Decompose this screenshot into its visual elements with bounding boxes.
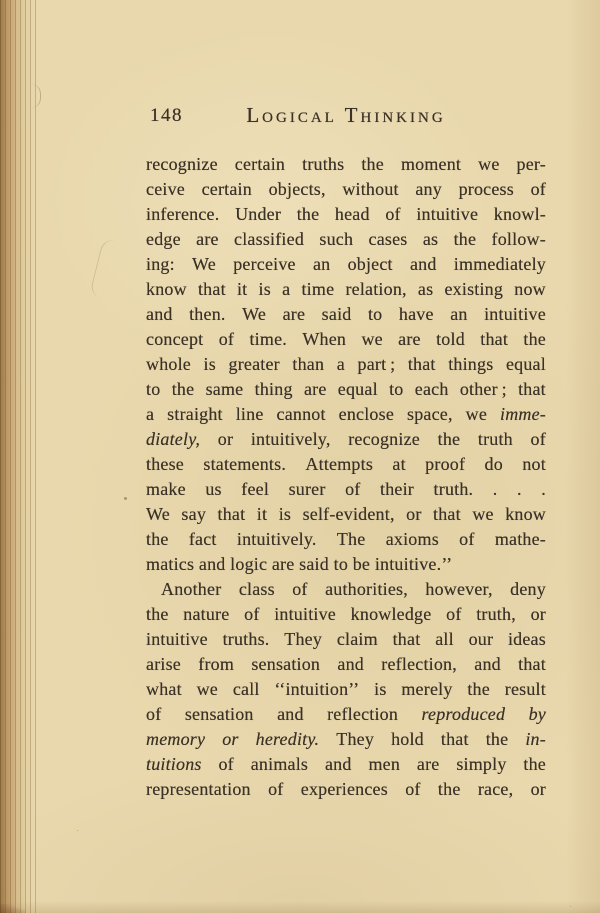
text-run: of — [218, 329, 235, 349]
text-run: animals — [250, 754, 309, 774]
text-run: an — [450, 304, 468, 324]
text-run: the — [523, 329, 546, 349]
text-run: intuitively, — [250, 429, 331, 449]
text-run: We — [242, 304, 267, 324]
text-run: are — [398, 329, 421, 349]
text-run: time — [301, 279, 335, 299]
text-run: that — [518, 654, 546, 674]
text-run: intuitive — [484, 304, 546, 324]
text-run: representation — [146, 779, 251, 799]
text-run: They — [336, 729, 375, 749]
text-line — [146, 652, 546, 677]
text-run: mathe- — [494, 529, 546, 549]
text-run: call — [232, 679, 260, 699]
text-line — [146, 602, 546, 627]
text-run: ‘‘intuition’’ — [274, 679, 360, 699]
text-run: truths — [302, 154, 345, 174]
text-run: recognize — [348, 429, 420, 449]
text-run: perceive — [233, 254, 296, 274]
text-run: the — [437, 429, 461, 449]
text-run: or — [530, 604, 546, 624]
text-run: and — [337, 654, 365, 674]
text-run: sensation — [184, 704, 254, 724]
text-run: that — [480, 329, 509, 349]
text-run: of — [459, 529, 475, 549]
text-run: now — [514, 279, 546, 299]
italic-text: in- — [525, 729, 546, 749]
text-run: these — [146, 454, 184, 474]
page-number: 148 — [150, 105, 183, 126]
italic-text: imme- — [500, 404, 546, 424]
text-run: and — [277, 704, 304, 724]
text-run: straight — [167, 404, 223, 424]
text-line — [146, 427, 546, 452]
text-run: authorities, — [325, 579, 408, 599]
text-run: experiences — [300, 779, 388, 799]
italic-text: or — [222, 729, 239, 749]
text-run: at — [392, 454, 406, 474]
text-run: truth. — [433, 479, 474, 499]
text-run: time. — [249, 329, 287, 349]
text-run: matics and logic are said to be intuitive.’’ — [146, 554, 453, 574]
text-line — [146, 527, 546, 552]
text-run: the — [171, 379, 195, 399]
text-run: We — [146, 504, 170, 524]
text-line — [146, 477, 546, 502]
page-header — [146, 103, 546, 131]
text-run: as — [417, 279, 434, 299]
text-run: is — [374, 679, 387, 699]
text-run: of — [385, 204, 401, 224]
text-run: what — [146, 679, 182, 699]
text-run: than — [292, 354, 325, 374]
text-run: that — [392, 629, 421, 649]
text-run: things — [448, 354, 494, 374]
text-run: Under — [235, 204, 282, 224]
text-run: result — [504, 679, 546, 699]
text-run: the — [437, 779, 461, 799]
text-run: intuitively. — [236, 529, 317, 549]
text-run: is — [203, 354, 216, 374]
text-run: from — [198, 654, 235, 674]
text-run: the — [146, 604, 169, 624]
text-run: that — [440, 729, 469, 749]
text-run: . — [541, 479, 546, 499]
text-run: ceive — [146, 179, 185, 199]
text-run: any — [415, 179, 442, 199]
text-run: the — [523, 754, 546, 774]
page-edge-shadow-right — [566, 0, 600, 913]
text-run: the — [485, 729, 509, 749]
text-run: that — [518, 379, 546, 399]
text-line — [146, 627, 546, 652]
text-run: is — [278, 504, 292, 524]
text-run: we — [472, 504, 494, 524]
text-run: Attempts — [305, 454, 374, 474]
text-run: sensation — [251, 654, 321, 674]
text-run: of — [530, 429, 546, 449]
text-line — [146, 302, 546, 327]
text-run: space, — [407, 404, 453, 424]
text-run: a — [146, 404, 155, 424]
text-run: follow- — [491, 229, 546, 249]
text-run: certain — [234, 154, 286, 174]
text-run: of — [405, 779, 421, 799]
text-run: know — [146, 279, 187, 299]
text-run: and — [474, 654, 501, 674]
text-run: us — [205, 479, 222, 499]
text-run: concept — [146, 329, 204, 349]
paper-crease — [89, 237, 116, 298]
text-run: an — [312, 254, 331, 274]
text-run: not — [522, 454, 546, 474]
text-run: axioms — [385, 529, 439, 549]
text-line — [146, 577, 546, 602]
text-line — [146, 252, 546, 277]
text-run: have — [398, 304, 434, 324]
text-run: without — [342, 179, 399, 199]
text-run: When — [302, 329, 347, 349]
text-run: part ; — [357, 354, 396, 374]
text-line — [146, 702, 546, 727]
text-run: other ; — [459, 379, 507, 399]
text-run: we — [465, 404, 488, 424]
text-run: nature — [183, 604, 230, 624]
text-run: that — [407, 354, 436, 374]
text-run: fact — [188, 529, 217, 549]
text-run: each — [414, 379, 449, 399]
paper-specks — [124, 497, 127, 500]
text-run: intuitive — [416, 204, 479, 224]
text-run: simply — [456, 754, 507, 774]
text-run: the — [467, 679, 490, 699]
text-run: same — [205, 379, 244, 399]
text-run: the — [146, 529, 169, 549]
text-line — [146, 552, 546, 577]
text-run: head — [334, 204, 370, 224]
text-run: deny — [510, 579, 546, 599]
text-run: of — [146, 704, 162, 724]
text-run: thing — [254, 379, 293, 399]
text-run: ing: — [146, 254, 175, 274]
text-run: men — [368, 754, 401, 774]
text-run: know — [505, 504, 546, 524]
text-line — [146, 752, 546, 777]
text-run: edge — [146, 229, 181, 249]
text-run: intuitive — [146, 629, 208, 649]
text-run: enclose — [338, 404, 395, 424]
text-run: a — [282, 279, 291, 299]
text-run: equal — [337, 379, 378, 399]
text-run: per- — [516, 154, 546, 174]
italic-text: memory — [146, 729, 206, 749]
text-run: reflection — [327, 704, 399, 724]
text-run: . — [517, 479, 522, 499]
book-binding-edge — [0, 0, 36, 913]
text-line — [146, 502, 546, 527]
text-run: to — [367, 304, 383, 324]
text-run: and — [409, 254, 437, 274]
text-run: as — [422, 229, 439, 249]
text-run: whole — [146, 354, 191, 374]
text-run: the — [361, 154, 384, 174]
text-run: immediately — [453, 254, 546, 274]
text-run: do — [484, 454, 503, 474]
text-run: are — [196, 229, 219, 249]
text-run: certain — [201, 179, 252, 199]
text-line — [146, 327, 546, 352]
text-run: to — [389, 379, 404, 399]
text-run: line — [235, 404, 264, 424]
text-line — [146, 377, 546, 402]
text-run: feel — [241, 479, 270, 499]
text-run: then. — [189, 304, 226, 324]
text-run: proof — [425, 454, 466, 474]
text-line — [146, 177, 546, 202]
text-run: make — [146, 479, 186, 499]
text-run: race, — [477, 779, 514, 799]
text-run: Another — [161, 579, 222, 599]
text-run: that — [433, 504, 461, 524]
text-run: class — [238, 579, 275, 599]
text-run: claim — [336, 629, 378, 649]
text-run: cases — [368, 229, 408, 249]
text-run: classified — [234, 229, 305, 249]
page-corner-mark — [0, 904, 26, 913]
text-line — [146, 452, 546, 477]
text-run: however, — [425, 579, 493, 599]
text-line — [146, 352, 546, 377]
text-run: knowledge — [350, 604, 432, 624]
text-run: all — [435, 629, 454, 649]
text-run: cannot — [276, 404, 326, 424]
text-run: of — [446, 604, 462, 624]
italic-text: reproduced — [421, 704, 506, 724]
running-title: Logical Thinking — [246, 103, 446, 127]
text-run: it — [256, 504, 268, 524]
text-run: process — [458, 179, 514, 199]
text-run: that — [217, 504, 246, 524]
text-run: is — [258, 279, 271, 299]
text-run: ideas — [507, 629, 546, 649]
text-run: intuitive — [274, 604, 336, 624]
text-line — [146, 777, 546, 802]
text-run: of — [292, 579, 308, 599]
text-run: self-evident, — [302, 504, 395, 524]
text-line — [146, 227, 546, 252]
text-run: the — [296, 204, 320, 224]
page-edge-shadow-bottom — [0, 901, 600, 913]
text-run: statements. — [203, 454, 287, 474]
text-run: of — [268, 779, 284, 799]
text-line — [146, 727, 546, 752]
text-run: reflection, — [381, 654, 457, 674]
text-run: or — [406, 504, 422, 524]
text-run: of — [530, 179, 546, 199]
text-run: relation, — [345, 279, 407, 299]
text-run: of — [244, 604, 260, 624]
text-run: greater — [228, 354, 280, 374]
text-run: their — [380, 479, 415, 499]
text-run: knowl- — [493, 204, 546, 224]
text-run: it — [236, 279, 248, 299]
text-run: or — [530, 779, 546, 799]
text-run: that — [197, 279, 226, 299]
text-run: and — [146, 304, 173, 324]
text-run: told — [436, 329, 465, 349]
text-run: and — [324, 754, 352, 774]
text-run: merely — [401, 679, 453, 699]
text-run: of — [218, 754, 234, 774]
text-run: inference. — [146, 204, 220, 224]
text-run: we — [361, 329, 383, 349]
italic-text: tuitions — [146, 754, 202, 774]
text-run: moment — [400, 154, 462, 174]
text-run: truth — [477, 429, 513, 449]
text-run: arise — [146, 654, 181, 674]
italic-text: heredity. — [255, 729, 320, 749]
text-run: the — [453, 229, 477, 249]
text-line — [146, 202, 546, 227]
italic-text: by — [528, 704, 546, 724]
text-run: existing — [444, 279, 504, 299]
text-run: object — [347, 254, 393, 274]
text-line — [146, 152, 546, 177]
text-line — [146, 402, 546, 427]
text-run: are — [303, 379, 327, 399]
text-run: we — [478, 154, 500, 174]
text-line — [146, 677, 546, 702]
text-run: to — [146, 379, 161, 399]
italic-text: diately, — [146, 429, 201, 449]
text-run: of — [345, 479, 361, 499]
text-run: said — [321, 304, 352, 324]
text-run: truths. — [222, 629, 270, 649]
text-run: surer — [288, 479, 326, 499]
text-run: are — [282, 304, 306, 324]
text-run: equal — [505, 354, 546, 374]
text-run: They — [284, 629, 323, 649]
text-run: truth, — [476, 604, 516, 624]
text-run: hold — [391, 729, 424, 749]
text-run: are — [416, 754, 440, 774]
text-run: We — [192, 254, 216, 274]
text-run: The — [336, 529, 366, 549]
text-run: recognize — [146, 154, 218, 174]
text-run: . — [492, 479, 498, 499]
page-body — [146, 152, 546, 802]
text-run: our — [468, 629, 494, 649]
text-run: such — [319, 229, 354, 249]
paper-crease — [31, 84, 41, 108]
text-run: we — [196, 679, 218, 699]
text-run: say — [181, 504, 207, 524]
text-run: a — [336, 354, 345, 374]
text-line — [146, 277, 546, 302]
text-run: or — [217, 429, 234, 449]
text-run: objects, — [268, 179, 326, 199]
